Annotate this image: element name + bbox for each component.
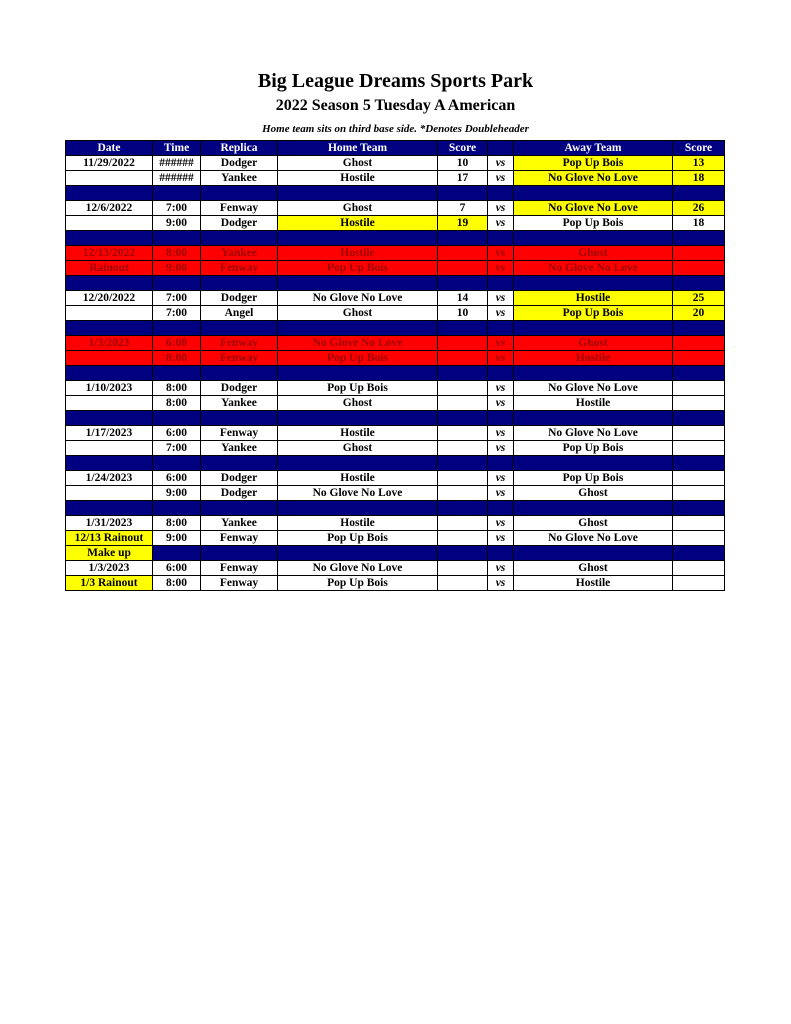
separator-cell [66, 321, 153, 336]
away-score-cell [673, 471, 725, 486]
separator-cell [66, 231, 153, 246]
separator-row [66, 231, 725, 246]
home-team-cell: Hostile [278, 216, 438, 231]
time-cell: 7:00 [153, 201, 201, 216]
away-score-cell [673, 561, 725, 576]
home-score-cell [438, 516, 488, 531]
home-team-cell: No Glove No Love [278, 561, 438, 576]
home-team-cell: No Glove No Love [278, 336, 438, 351]
date-cell [66, 396, 153, 411]
separator-cell [488, 411, 514, 426]
date-cell [66, 171, 153, 186]
col-replica: Replica [201, 141, 278, 156]
away-score-cell: 18 [673, 171, 725, 186]
away-score-cell: 26 [673, 201, 725, 216]
separator-cell [153, 231, 201, 246]
header-row [66, 141, 725, 156]
makeup-row [66, 546, 725, 561]
time-cell: 9:00 [153, 486, 201, 501]
separator-cell [488, 321, 514, 336]
vs-cell: vs [488, 171, 514, 186]
home-team-cell: Pop Up Bois [278, 261, 438, 276]
replica-cell: Fenway [201, 336, 278, 351]
date-cell: 1/3/2023 [66, 561, 153, 576]
home-team-cell: Hostile [278, 171, 438, 186]
separator-cell [153, 546, 201, 561]
separator-cell [201, 546, 278, 561]
time-cell: 8:00 [153, 246, 201, 261]
separator-cell [278, 321, 438, 336]
separator-cell [438, 186, 488, 201]
home-team-cell: Ghost [278, 396, 438, 411]
away-team-cell: Hostile [514, 291, 673, 306]
separator-cell [278, 546, 438, 561]
vs-cell: vs [488, 426, 514, 441]
separator-cell [278, 501, 438, 516]
replica-cell: Fenway [201, 351, 278, 366]
replica-cell: Yankee [201, 396, 278, 411]
replica-cell: Fenway [201, 261, 278, 276]
away-score-cell [673, 531, 725, 546]
replica-cell: Fenway [201, 426, 278, 441]
separator-cell [673, 186, 725, 201]
separator-cell [201, 501, 278, 516]
away-score-cell [673, 336, 725, 351]
separator-cell [673, 366, 725, 381]
away-team-cell: No Glove No Love [514, 531, 673, 546]
separator-cell [66, 501, 153, 516]
away-score-cell [673, 396, 725, 411]
vs-cell: vs [488, 486, 514, 501]
date-cell: 12/13 Rainout [66, 531, 153, 546]
col-away-score: Score [673, 141, 725, 156]
separator-cell [278, 456, 438, 471]
separator-cell [153, 411, 201, 426]
separator-cell [488, 456, 514, 471]
rainout-row [66, 261, 725, 276]
home-score-cell [438, 576, 488, 591]
separator-cell [153, 501, 201, 516]
col-time: Time [153, 141, 201, 156]
separator-row [66, 321, 725, 336]
separator-cell [438, 276, 488, 291]
away-team-cell: No Glove No Love [514, 426, 673, 441]
game-row [66, 216, 725, 231]
time-cell: 8:00 [153, 396, 201, 411]
vs-cell: vs [488, 381, 514, 396]
schedule-table [65, 140, 725, 591]
schedule-body [66, 156, 725, 591]
separator-cell [438, 231, 488, 246]
replica-cell: Yankee [201, 246, 278, 261]
separator-cell [514, 231, 673, 246]
home-team-cell: Hostile [278, 246, 438, 261]
separator-cell [673, 411, 725, 426]
home-team-cell: Hostile [278, 471, 438, 486]
vs-cell: vs [488, 471, 514, 486]
time-cell: 6:00 [153, 561, 201, 576]
time-cell: 8:00 [153, 381, 201, 396]
date-cell: 1/3 Rainout [66, 576, 153, 591]
separator-cell [488, 276, 514, 291]
game-row [66, 471, 725, 486]
vs-cell: vs [488, 216, 514, 231]
away-team-cell: Ghost [514, 516, 673, 531]
replica-cell: Fenway [201, 201, 278, 216]
date-cell [66, 486, 153, 501]
separator-row [66, 186, 725, 201]
game-row [66, 381, 725, 396]
separator-cell [514, 186, 673, 201]
replica-cell: Dodger [201, 381, 278, 396]
separator-cell [514, 411, 673, 426]
replica-cell: Dodger [201, 156, 278, 171]
vs-cell: vs [488, 396, 514, 411]
home-score-cell [438, 426, 488, 441]
separator-cell [278, 276, 438, 291]
away-team-cell: Pop Up Bois [514, 216, 673, 231]
vs-cell: vs [488, 516, 514, 531]
home-score-cell: 19 [438, 216, 488, 231]
time-cell: ###### [153, 171, 201, 186]
away-team-cell: Hostile [514, 351, 673, 366]
game-row [66, 531, 725, 546]
separator-cell [201, 456, 278, 471]
home-team-cell: Ghost [278, 156, 438, 171]
separator-cell [201, 366, 278, 381]
home-score-cell [438, 471, 488, 486]
away-team-cell: Ghost [514, 246, 673, 261]
time-cell: 7:00 [153, 306, 201, 321]
separator-cell [278, 231, 438, 246]
game-row [66, 516, 725, 531]
game-row [66, 396, 725, 411]
replica-cell: Fenway [201, 576, 278, 591]
away-team-cell: No Glove No Love [514, 261, 673, 276]
home-team-cell: Pop Up Bois [278, 531, 438, 546]
replica-cell: Fenway [201, 531, 278, 546]
col-date: Date [66, 141, 153, 156]
game-row [66, 576, 725, 591]
home-score-cell: 7 [438, 201, 488, 216]
away-team-cell: Pop Up Bois [514, 306, 673, 321]
away-team-cell: No Glove No Love [514, 381, 673, 396]
game-row [66, 171, 725, 186]
home-team-cell: Pop Up Bois [278, 351, 438, 366]
home-team-cell: No Glove No Love [278, 486, 438, 501]
separator-row [66, 456, 725, 471]
date-cell: 12/13/2022 [66, 246, 153, 261]
date-cell [66, 306, 153, 321]
time-cell: 9:00 [153, 216, 201, 231]
time-cell: 9:00 [153, 261, 201, 276]
home-team-cell: Hostile [278, 426, 438, 441]
replica-cell: Yankee [201, 441, 278, 456]
home-score-cell [438, 246, 488, 261]
separator-cell [488, 501, 514, 516]
separator-cell [66, 366, 153, 381]
date-cell [66, 216, 153, 231]
separator-row [66, 276, 725, 291]
col-home-team: Home Team [278, 141, 438, 156]
separator-cell [673, 231, 725, 246]
separator-cell [201, 321, 278, 336]
away-score-cell [673, 261, 725, 276]
away-team-cell: Hostile [514, 576, 673, 591]
game-row [66, 561, 725, 576]
away-team-cell: No Glove No Love [514, 171, 673, 186]
home-score-cell [438, 561, 488, 576]
away-team-cell: Ghost [514, 486, 673, 501]
separator-cell [153, 366, 201, 381]
home-score-cell [438, 441, 488, 456]
replica-cell: Angel [201, 306, 278, 321]
home-team-cell: No Glove No Love [278, 291, 438, 306]
vs-cell: vs [488, 576, 514, 591]
time-cell: 7:00 [153, 291, 201, 306]
time-cell: 6:00 [153, 471, 201, 486]
separator-cell [488, 366, 514, 381]
separator-cell [514, 366, 673, 381]
replica-cell: Yankee [201, 516, 278, 531]
replica-cell: Fenway [201, 561, 278, 576]
separator-cell [438, 456, 488, 471]
separator-cell [153, 186, 201, 201]
vs-cell: vs [488, 441, 514, 456]
page-title: Big League Dreams Sports Park [257, 70, 534, 92]
game-row [66, 426, 725, 441]
date-cell: 1/10/2023 [66, 381, 153, 396]
away-score-cell [673, 516, 725, 531]
home-score-cell [438, 336, 488, 351]
separator-cell [438, 411, 488, 426]
separator-row [66, 411, 725, 426]
away-score-cell: 13 [673, 156, 725, 171]
home-score-cell: 10 [438, 306, 488, 321]
time-cell: ###### [153, 156, 201, 171]
vs-cell: vs [488, 561, 514, 576]
date-cell: Make up [66, 546, 153, 561]
vs-cell: vs [488, 201, 514, 216]
time-cell: 8:00 [153, 576, 201, 591]
game-row [66, 156, 725, 171]
game-row [66, 291, 725, 306]
home-score-cell [438, 261, 488, 276]
separator-cell [514, 501, 673, 516]
page-subtitle: 2022 Season 5 Tuesday A American [275, 97, 516, 114]
replica-cell: Yankee [201, 171, 278, 186]
separator-cell [201, 276, 278, 291]
separator-cell [514, 321, 673, 336]
away-team-cell: Pop Up Bois [514, 471, 673, 486]
vs-cell: vs [488, 291, 514, 306]
date-cell: Rainout [66, 261, 153, 276]
separator-cell [673, 546, 725, 561]
home-team-cell: Ghost [278, 306, 438, 321]
separator-cell [201, 186, 278, 201]
separator-cell [488, 231, 514, 246]
replica-cell: Dodger [201, 471, 278, 486]
separator-cell [66, 411, 153, 426]
time-cell: 8:00 [153, 516, 201, 531]
separator-cell [438, 321, 488, 336]
away-score-cell [673, 246, 725, 261]
separator-cell [488, 546, 514, 561]
vs-cell: vs [488, 336, 514, 351]
rainout-row [66, 246, 725, 261]
date-cell: 1/17/2023 [66, 426, 153, 441]
separator-cell [153, 456, 201, 471]
col-vs [488, 141, 514, 156]
home-score-cell: 10 [438, 156, 488, 171]
date-cell: 1/3/2023 [66, 336, 153, 351]
away-score-cell [673, 426, 725, 441]
home-team-cell: Ghost [278, 441, 438, 456]
col-home-score: Score [438, 141, 488, 156]
home-score-cell: 17 [438, 171, 488, 186]
separator-cell [278, 411, 438, 426]
vs-cell: vs [488, 351, 514, 366]
separator-cell [673, 321, 725, 336]
away-score-cell [673, 486, 725, 501]
home-team-cell: Pop Up Bois [278, 576, 438, 591]
separator-cell [438, 366, 488, 381]
game-row [66, 201, 725, 216]
away-team-cell: Hostile [514, 396, 673, 411]
separator-cell [488, 186, 514, 201]
home-score-cell [438, 486, 488, 501]
game-row [66, 441, 725, 456]
away-score-cell [673, 351, 725, 366]
away-score-cell [673, 576, 725, 591]
time-cell: 6:00 [153, 336, 201, 351]
home-score-cell [438, 531, 488, 546]
away-team-cell: Ghost [514, 561, 673, 576]
away-score-cell [673, 441, 725, 456]
home-score-cell [438, 351, 488, 366]
time-cell: 8:00 [153, 351, 201, 366]
away-team-cell: Ghost [514, 336, 673, 351]
home-score-cell [438, 396, 488, 411]
separator-cell [673, 501, 725, 516]
date-cell [66, 351, 153, 366]
rainout-row [66, 336, 725, 351]
separator-cell [66, 186, 153, 201]
separator-cell [673, 276, 725, 291]
separator-cell [438, 546, 488, 561]
home-team-cell: Pop Up Bois [278, 381, 438, 396]
separator-cell [153, 276, 201, 291]
vs-cell: vs [488, 246, 514, 261]
away-score-cell: 20 [673, 306, 725, 321]
date-cell: 1/31/2023 [66, 516, 153, 531]
date-cell: 12/6/2022 [66, 201, 153, 216]
away-team-cell: No Glove No Love [514, 201, 673, 216]
separator-cell [278, 186, 438, 201]
separator-cell [514, 456, 673, 471]
away-score-cell: 18 [673, 216, 725, 231]
separator-cell [66, 456, 153, 471]
date-cell: 11/29/2022 [66, 156, 153, 171]
home-score-cell [438, 381, 488, 396]
vs-cell: vs [488, 156, 514, 171]
time-cell: 9:00 [153, 531, 201, 546]
replica-cell: Dodger [201, 291, 278, 306]
separator-cell [673, 456, 725, 471]
separator-cell [514, 276, 673, 291]
separator-cell [201, 231, 278, 246]
home-team-cell: Ghost [278, 201, 438, 216]
home-score-cell: 14 [438, 291, 488, 306]
replica-cell: Dodger [201, 216, 278, 231]
vs-cell: vs [488, 531, 514, 546]
replica-cell: Dodger [201, 486, 278, 501]
time-cell: 6:00 [153, 426, 201, 441]
date-cell: 12/20/2022 [66, 291, 153, 306]
time-cell: 7:00 [153, 441, 201, 456]
date-cell: 1/24/2023 [66, 471, 153, 486]
separator-cell [514, 546, 673, 561]
vs-cell: vs [488, 261, 514, 276]
header-note: Home team sits on third base side. *Denotes Doubleheader [262, 123, 529, 135]
separator-cell [153, 321, 201, 336]
date-cell [66, 441, 153, 456]
col-away-team: Away Team [514, 141, 673, 156]
away-score-cell: 25 [673, 291, 725, 306]
game-row [66, 306, 725, 321]
rainout-row [66, 351, 725, 366]
separator-cell [438, 501, 488, 516]
away-team-cell: Pop Up Bois [514, 156, 673, 171]
separator-row [66, 501, 725, 516]
home-team-cell: Hostile [278, 516, 438, 531]
separator-cell [201, 411, 278, 426]
game-row [66, 486, 725, 501]
separator-cell [66, 276, 153, 291]
separator-row [66, 366, 725, 381]
separator-cell [278, 366, 438, 381]
away-score-cell [673, 381, 725, 396]
away-team-cell: Pop Up Bois [514, 441, 673, 456]
vs-cell: vs [488, 306, 514, 321]
